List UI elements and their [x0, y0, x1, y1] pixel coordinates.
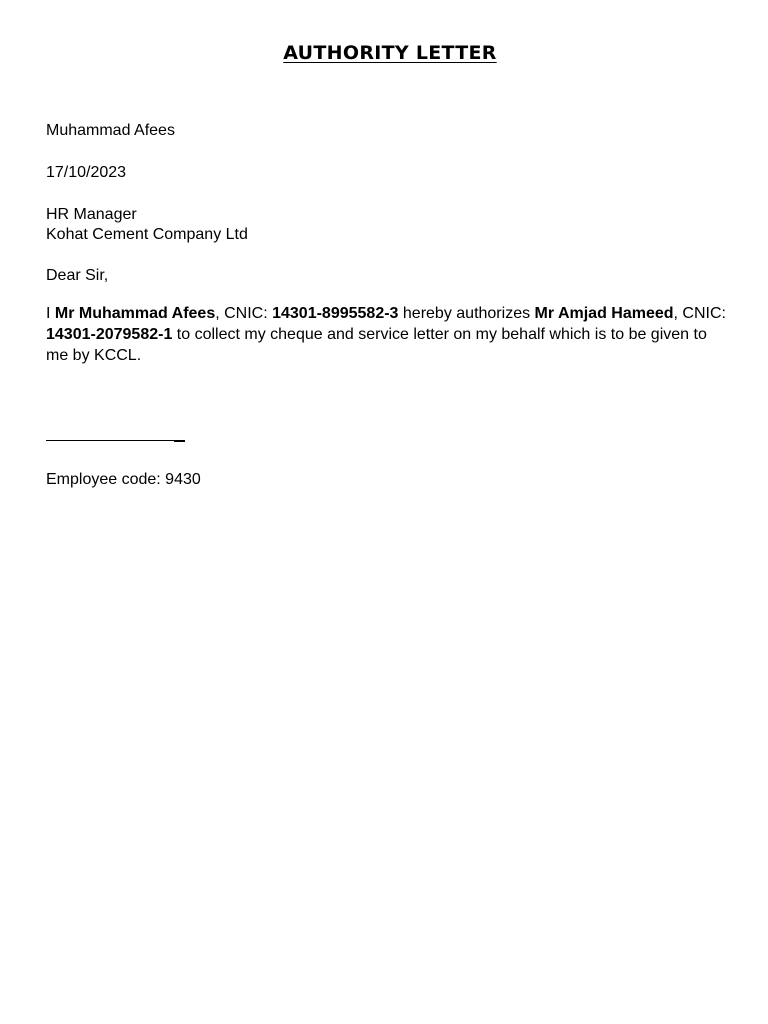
grantor-name: Mr Muhammad Afees	[54, 305, 216, 322]
sender-name: Muhammad Afees	[46, 122, 175, 139]
letter-title: AUTHORITY LETTER	[283, 42, 497, 64]
recipient-company: Kohat Cement Company Ltd	[46, 226, 248, 243]
body-text-3: hereby authorizes	[398, 305, 535, 322]
employee-code: Employee code: 9430	[46, 471, 201, 488]
body-text-4: , CNIC:	[673, 305, 726, 322]
salutation: Dear Sir,	[46, 267, 109, 284]
grantee-cnic: 14301-2079582-1	[46, 326, 173, 343]
letter-body	[46, 303, 726, 366]
signature-line	[46, 428, 185, 441]
grantor-cnic: 14301-8995582-3	[272, 305, 399, 322]
body-text-1: I	[46, 305, 55, 322]
recipient-title: HR Manager	[46, 206, 137, 223]
grantee-name: Mr Amjad Hameed	[534, 305, 674, 322]
body-text-5: to collect my cheque and service letter on my behalf which is to be given to me by KCCL.	[46, 326, 707, 364]
body-text-2: , CNIC:	[215, 305, 273, 322]
letter-date: 17/10/2023	[46, 164, 127, 181]
